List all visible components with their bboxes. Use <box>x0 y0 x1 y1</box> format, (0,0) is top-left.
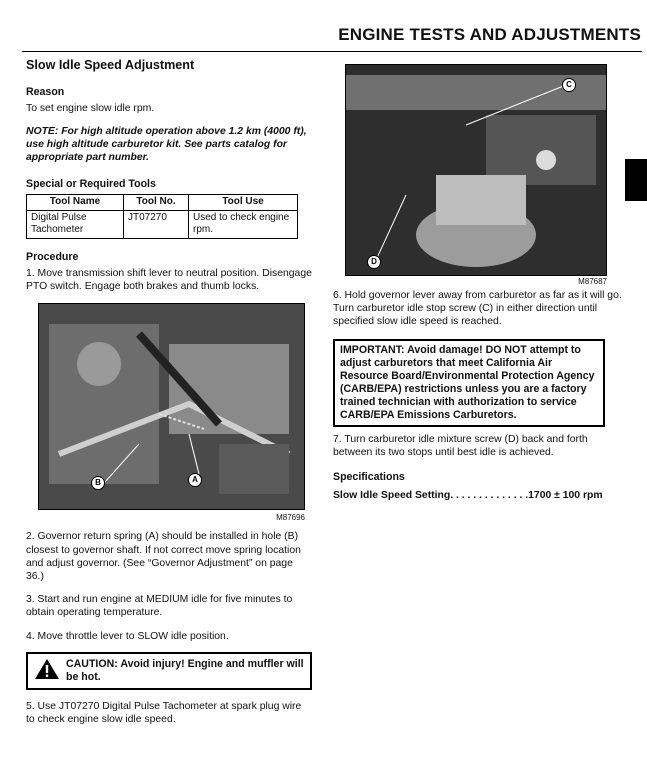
warning-triangle-icon <box>34 658 60 684</box>
column-header: Tool Use <box>189 195 298 210</box>
column-header: Tool Name <box>27 195 124 210</box>
callout-a: A <box>188 473 202 487</box>
carburetor-illustration <box>346 65 607 275</box>
left-column <box>26 59 312 726</box>
figure-id-left: M87696 <box>276 513 305 523</box>
governor-illustration <box>39 304 305 509</box>
tool-name-cell: Digital Pulse Tachometer <box>27 210 124 238</box>
step-3: 3. Start and run engine at MEDIUM idle for five minutes to obtain operating temperature. <box>26 594 293 619</box>
tools-header-row <box>27 195 298 210</box>
carburetor-photo <box>345 64 607 276</box>
step-2: 2. Governor return spring (A) should be installed in hole (B) closest to governor shaft. If not correct move spring location and adjust governor. (See “Governor Adjustment” on page 36.) <box>26 531 301 583</box>
slow-idle-spec: Slow Idle Speed Setting. . . . . . . . . . . . . .1700 ± 100 rpm <box>333 490 603 502</box>
header-rule <box>22 51 642 52</box>
caution-text: CAUTION: Avoid injury! Engine and muffler will be hot. <box>66 657 304 683</box>
step-7: 7. Turn carburetor idle mixture screw (D) back and forth between its two stops until best idle is achieved. <box>333 433 588 458</box>
procedure-heading: Procedure <box>26 250 79 263</box>
step-6: 6. Hold governor lever away from carburetor as far as it will go. Turn carburetor idle stop screw (C) in either direction until specified slow idle speed is reached. <box>333 290 622 328</box>
figure-carburetor <box>345 64 607 286</box>
reason-heading: Reason <box>26 86 65 99</box>
reason-text: To set engine slow idle rpm. <box>26 103 155 115</box>
section-title: Slow Idle Speed Adjustment <box>26 58 195 72</box>
important-box: IMPORTANT: Avoid damage! DO NOT attempt to adjust carburetors that meet California Air Resource Board/Environmental Protection Agency (CARB/EPA) restrictions unless you are a factory trained technician with authorization to service CARB/EPA Emissions Carburetors. <box>333 339 605 427</box>
section-tab-marker <box>625 159 647 201</box>
tool-number-cell: JT07270 <box>124 210 189 238</box>
figure-governor <box>38 303 305 524</box>
tools-table <box>26 194 298 238</box>
callout-c: C <box>562 78 576 92</box>
governor-photo <box>38 303 305 510</box>
step-1: 1. Move transmission shift lever to neutral position. Disengage PTO switch. Engage both brakes and thumb locks. <box>26 267 312 293</box>
caution-box <box>26 652 312 690</box>
figure-id-right: M87687 <box>578 277 607 286</box>
step-4: 4. Move throttle lever to SLOW idle position. <box>26 630 229 642</box>
callout-b: B <box>91 476 105 490</box>
table-row <box>27 210 298 238</box>
specifications-heading: Specifications <box>333 471 405 484</box>
right-column <box>333 289 623 502</box>
altitude-note: NOTE: For high altitude operation above 1.2 km (4000 ft), use high altitude carburetor kit. See parts catalog for appropriate part number. <box>26 125 307 164</box>
tool-use-cell: Used to check engine rpm. <box>189 210 298 238</box>
step-5: 5. Use JT07270 Digital Pulse Tachometer at spark plug wire to check engine slow idle speed. <box>26 701 302 726</box>
column-header: Tool No. <box>124 195 189 210</box>
page-title: ENGINE TESTS AND ADJUSTMENTS <box>338 25 641 44</box>
callout-d: D <box>367 255 381 269</box>
tools-heading: Special or Required Tools <box>26 178 156 191</box>
